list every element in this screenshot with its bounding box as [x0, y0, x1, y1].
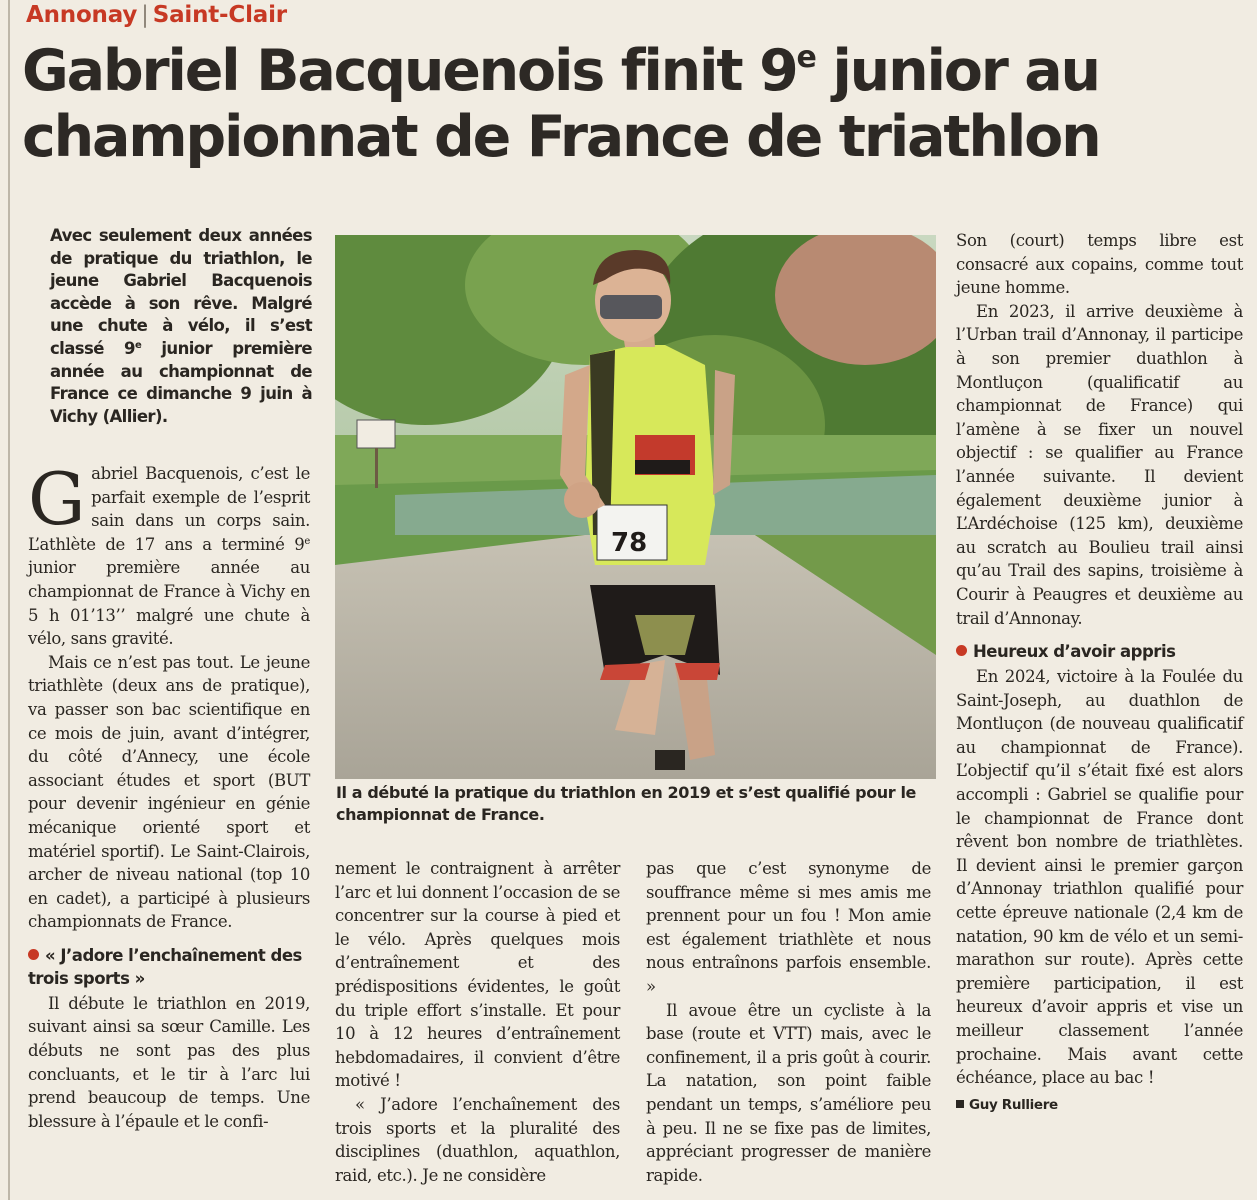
subhead-2 [956, 640, 1243, 663]
lead-sup: e [134, 339, 142, 351]
rubric-city: Annonay [26, 2, 138, 28]
square-bullet-icon [956, 1100, 964, 1108]
subhead-1-text: « J’adore l’enchaînement des trois sports » [28, 945, 302, 988]
column-3 [646, 857, 931, 1187]
body-paragraph-5: « J’adore l’enchaînement des trois sports et la pluralité des disciplines (duathlon, aquathlon, raid, etc.). Je ne considère [335, 1094, 620, 1185]
headline-sup: e [796, 40, 815, 75]
page-edge-rule [8, 0, 10, 1200]
red-bullet-icon [956, 645, 967, 656]
lead-paragraph [50, 225, 312, 428]
headline-line1-a: Gabriel Bacquenois finit 9 [22, 38, 797, 104]
runner-illustration [335, 235, 936, 779]
body-paragraph-4: nement le contraignent à arrêter l’arc et lui donnent l’occasion de se concentrer sur la course à pied et le vélo. Après quelques mois d’entraînement et des prédispositions évidentes, le goût du triple effort s’installe. Et pour 10 à 12 heures d’entraînement hebdomadaires, il convient d’être motivé ! [335, 859, 620, 1091]
p1-sup: e [304, 535, 310, 547]
column-1 [28, 457, 310, 1133]
lead-text-b: junior première année au championnat de France ce dimanche 9 juin à Vichy (Allier). [50, 338, 312, 426]
column-2 [335, 857, 620, 1187]
headline-line1-b: junior au [814, 38, 1099, 104]
p1-text-a: abriel Bacquenois, c’est le parfait exemple de l’esprit sain dans un corps sain. L’athlète de 17 ans a terminé 9 [28, 464, 310, 554]
bib-number: 78 [611, 528, 648, 558]
body-paragraph-10: En 2024, victoire à la Foulée du Saint-Joseph, au duathlon de Montluçon (de nouveau qualificatif au championnat de France). L’objectif qu’il s’était fixé est alors accompli : Gabriel se qualifie pour le championnat de France dont rêvent bon nombre de triathlètes. Il devient ainsi le premier garçon d’Annonay triathlon qualifié pour cette épreuve nationale (2,4 km de natation, 90 km de vélo et un semi-marathon sur route). Après cette première participation, il est heureux d’avoir appris et vise un meilleur classement l’année prochaine. Mais avant cette échéance, place au bac ! [956, 667, 1243, 1088]
rubric-separator: | [141, 2, 149, 28]
athlete-photo [335, 235, 936, 779]
column-4 [956, 229, 1243, 1117]
headline-line2: championnat de France de triathlon [22, 104, 1100, 170]
rubric-section: Saint-Clair [152, 2, 287, 28]
subhead-1 [28, 944, 310, 990]
section-rubric [26, 2, 287, 28]
body-paragraph-6: pas que c’est synonyme de souffrance même si mes amis me prennent pour un fou ! Mon amie est également triathlète et nous nous entraînons parfois ensemble. » [646, 859, 931, 996]
author-signature [956, 1094, 1243, 1118]
lead-text-a: Avec seulement deux années de pratique du triathlon, le jeune Gabriel Bacquenois accède à son rêve. Malgré une chute à vélo, il s’est classé 9 [50, 226, 312, 358]
red-bullet-icon [28, 949, 39, 960]
drop-cap: G [28, 457, 86, 541]
body-paragraph-2: Mais ce n’est pas tout. Le jeune triathlète (deux ans de pratique), va passer son bac scientifique en ce mois de juin, avant d’intégrer, du côté d’Annecy, une école associant études et sport (BUT pour devenir ingénieur en génie mécanique orienté sport et matériel sportif). Le Saint-Clairois, archer de niveau national (top 10 en cadet), a participé à plusieurs championnats de France. [28, 652, 310, 932]
body-paragraph-1 [28, 457, 310, 651]
headline [22, 38, 1242, 170]
body-paragraph-9: En 2023, il arrive deuxième à l’Urban trail d’Annonay, il participe à son premier duathlon à Montluçon (qualificatif au championnat de France) qui l’amène à se fixer un nouvel objectif : se qualifier au France l’année suivante. Il devient également deuxième junior à L’Ardéchoise (125 km), deuxième au scratch au Boulieu trail ainsi qu’au Trail des sapins, troisième à Courir à Peaugres et deuxième au trail d’Annonay. [956, 301, 1243, 628]
body-paragraph-3: Il débute le triathlon en 2019, suivant ainsi sa sœur Camille. Les débuts ne sont pas des plus concluants, et le tir à l’arc lui prend beaucoup de temps. Une blessure à l’épaule et le confi- [28, 993, 310, 1131]
photo-caption: Il a débuté la pratique du triathlon en 2019 et s’est qualifié pour le championnat de France. [336, 783, 916, 824]
p1-text-b: junior première année au championnat de France à Vichy en 5 h 01’13’’ malgré une chute à vélo, sans gravité. [28, 558, 310, 649]
body-paragraph-8: Son (court) temps libre est consacré aux copains, comme tout jeune homme. [956, 231, 1243, 298]
author-name: Guy Rulliere [969, 1096, 1058, 1113]
body-paragraph-7: Il avoue être un cycliste à la base (route et VTT) mais, avec le confinement, il a pris goût à courir. La natation, son point faible pendant un temps, s’améliore peu à peu. Il ne se fixe pas de limites, appréciant progresser de manière rapide. [646, 1000, 931, 1185]
subhead-2-text: Heureux d’avoir appris [973, 642, 1176, 662]
